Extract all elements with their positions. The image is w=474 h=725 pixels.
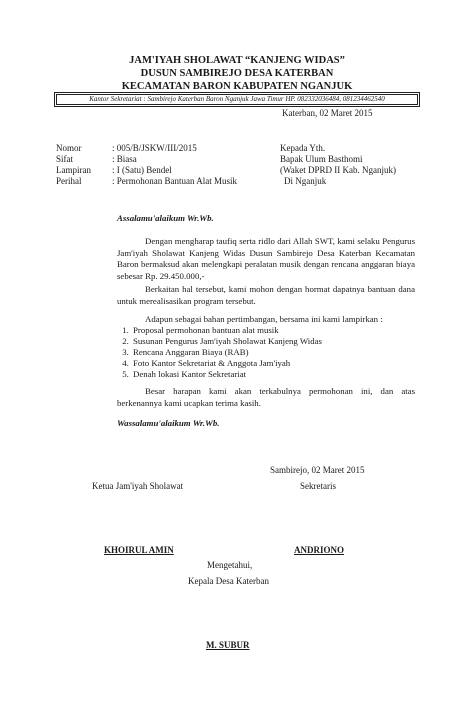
list-item: 1. Proposal permohonan bantuan alat musik bbox=[131, 325, 431, 336]
recipient-line: Bapak Ulum Basthomi bbox=[280, 154, 363, 164]
signer-right-title: Sekretaris bbox=[300, 481, 336, 491]
attachment-list bbox=[117, 325, 431, 380]
signer-left-name: KHOIRUL AMIN bbox=[104, 545, 174, 555]
paragraph-2: Berkaitan hal tersebut, kami mohon dengan hormat dapatnya bantuan dana untuk merealisasikan program tersebut. bbox=[117, 284, 415, 306]
meta-label-sifat: Sifat bbox=[56, 154, 73, 164]
meta-label-perihal: Perihal bbox=[56, 176, 82, 186]
village-head-title: Kepala Desa Katerban bbox=[188, 576, 269, 586]
signer-left-title: Ketua Jam'iyah Sholawat bbox=[92, 481, 184, 491]
list-item: 4. Foto Kantor Sekretariat & Anggota Jam'iyah bbox=[131, 358, 431, 369]
address-box: Kantor Sekretariat : Sambirejo Katerban Baron Nganjuk Jawa Timur HP. 082332036484, 081234462540 bbox=[56, 94, 418, 105]
meta-label-nomor: Nomor bbox=[56, 143, 82, 153]
meta-value-lampiran: : I (Satu) Bendel bbox=[112, 165, 172, 175]
recipient-line: Kepada Yth. bbox=[280, 143, 326, 153]
paragraph-1: Dengan mengharap taufiq serta ridlo dari Allah SWT, kami selaku Pengurus Jam'iyah Sholawat Kanjeng Widas Dusun Sambirejo Desa Katerban Kecamatan Baron bermaksud akan melengkapi peralatan musik dengan rencana anggaran biaya sebesar Rp. 29.450.000,- bbox=[117, 236, 415, 281]
acknowledged-label: Mengetahui, bbox=[207, 560, 253, 570]
closing: Wassalamu'alaikum Wr.Wb. bbox=[117, 418, 220, 428]
signature-date: Sambirejo, 02 Maret 2015 bbox=[270, 465, 365, 475]
letterhead-line-3: KECAMATAN BARON KABUPATEN NGANJUK bbox=[121, 81, 353, 92]
meta-label-lampiran: Lampiran bbox=[56, 165, 91, 175]
paragraph-4: Besar harapan kami akan terkabulnya permohonan ini, dan atas berkenannya kami ucapkan terima kasih. bbox=[117, 386, 415, 408]
paragraph-3: Adapun sebagai bahan pertimbangan, bersama ini kami lampirkan : bbox=[145, 314, 383, 324]
list-item: 5. Denah lokasi Kantor Sekretariat bbox=[131, 369, 431, 380]
letterhead-line-1: JAM'IYAH SHOLAWAT “KANJENG WIDAS” bbox=[129, 55, 345, 66]
list-item: 2. Susunan Pengurus Jam'iyah Sholawat Kanjeng Widas bbox=[131, 336, 431, 347]
meta-value-perihal: : Permohonan Bantuan Alat Musik bbox=[112, 176, 237, 186]
letter-date: Katerban, 02 Maret 2015 bbox=[282, 108, 373, 118]
letterhead-line-2: DUSUN SAMBIREJO DESA KATERBAN bbox=[140, 68, 334, 79]
list-item: 3. Rencana Anggaran Biaya (RAB) bbox=[131, 347, 431, 358]
signer-right-name: ANDRIONO bbox=[294, 545, 345, 555]
village-head-name: M. SUBUR bbox=[206, 640, 250, 650]
recipient-line: (Waket DPRD II Kab. Nganjuk) bbox=[280, 165, 396, 175]
meta-value-nomor: : 005/B/JSKW/III/2015 bbox=[112, 143, 197, 153]
greeting: Assalamu'alaikum Wr.Wb. bbox=[117, 213, 214, 223]
meta-value-sifat: : Biasa bbox=[112, 154, 137, 164]
recipient-line: Di Nganjuk bbox=[284, 176, 327, 186]
